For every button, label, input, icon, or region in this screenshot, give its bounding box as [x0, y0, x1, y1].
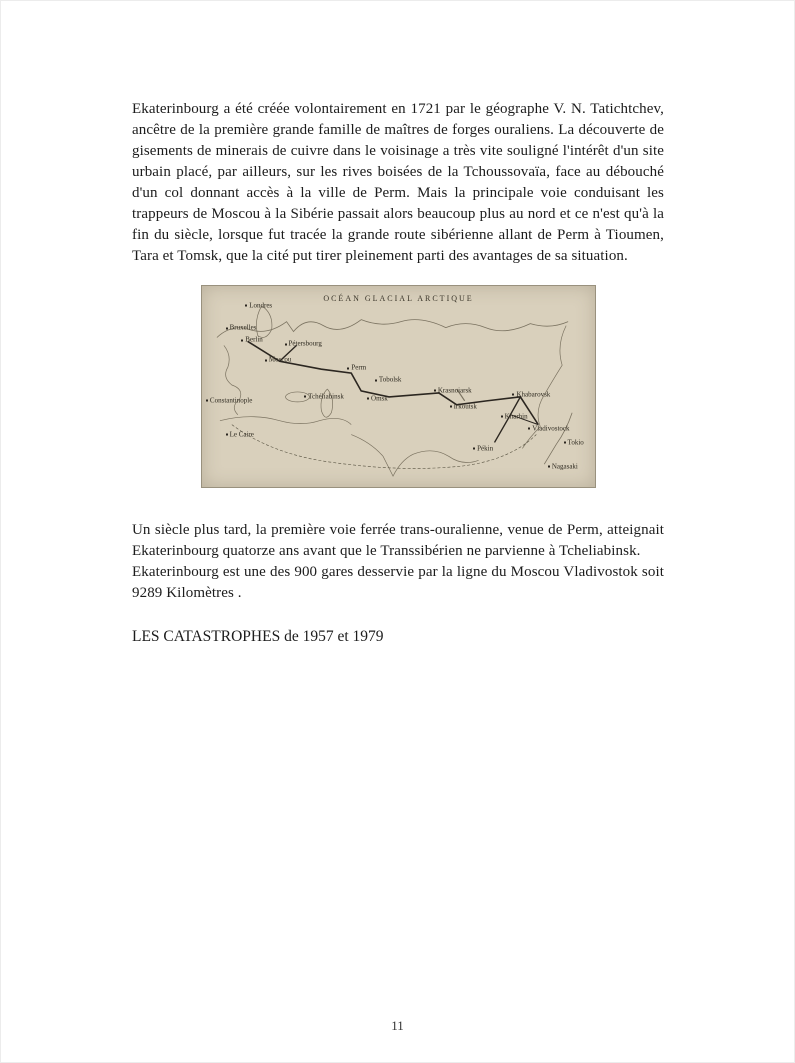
map-city-label: Moscou: [265, 357, 292, 364]
section-heading-catastrophes: LES CATASTROPHES de 1957 et 1979: [132, 628, 384, 645]
railway-map-image: [201, 285, 596, 488]
map-city-label: Khabarovsk: [512, 391, 550, 398]
map-city-label: Tokio: [564, 439, 584, 446]
map-city-label: Pétersbourg: [285, 341, 322, 348]
map-city-label: Le Caire: [226, 431, 254, 438]
map-city-label: Omsk: [367, 395, 388, 402]
map-city-label: Londres: [245, 303, 272, 310]
map-city-label: Tobolsk: [375, 377, 401, 384]
map-city-label: Constantinople: [206, 397, 252, 404]
paragraph-railway: Un siècle plus tard, la première voie ferrée trans-ouralienne, venue de Perm, atteignait Ekaterinbourg quatorze ans avant que le Transsibérien ne parvienne à Tcheliabinsk.: [132, 522, 664, 559]
map-city-label: Irkoutsk: [450, 403, 477, 410]
map-city-label: Berlin: [241, 337, 263, 344]
map-drawing: [202, 286, 595, 487]
page-number: 11: [391, 1018, 404, 1033]
map-city-label: Krasnoiarsk: [434, 387, 472, 394]
map-city-label: Kharbin: [501, 413, 528, 420]
map-ocean-label: OCÉAN GLACIAL ARCTIQUE: [323, 294, 474, 303]
page-content: [132, 99, 664, 647]
map-city-label: Pékin: [473, 445, 493, 452]
paragraph-stations: Ekaterinbourg est une des 900 gares desservie par la ligne du Moscou Vladivostok soit 9289 Kilomètres .: [132, 564, 664, 601]
map-city-label: Perm: [347, 365, 366, 372]
map-city-label: Vladivostock: [528, 425, 569, 432]
map-city-label: Tchéliabinsk: [304, 393, 344, 400]
map-city-label: Nagasaki: [548, 463, 578, 470]
map-figure: [201, 285, 596, 488]
map-city-label: Bruxelles: [226, 325, 257, 332]
paragraph-ekaterinbourg-history: Ekaterinbourg a été créée volontairement en 1721 par le géographe V. N. Tatichtchev, ancêtre de la première grande famille de maîtres de forges ouraliens. La découverte de gisements de minerais de cuivre dans le voisinage a très vite souligné l'intérêt d'un site urbain placé, par ailleurs, sur les rives boisées de la Tchoussovaïa, face au débouché d'un col donnant accès à la ville de Perm. Mais la principale voie conduisant les trappeurs de Moscou à la Sibérie passait alors beaucoup plus au nord et ce n'est qu'à la fin du siècle, lorsque fut tracée la grande route sibérienne allant de Perm à Tioumen, Tara et Tomsk, que la cité put tirer pleinement parti des avantages de sa situation.: [132, 101, 664, 264]
